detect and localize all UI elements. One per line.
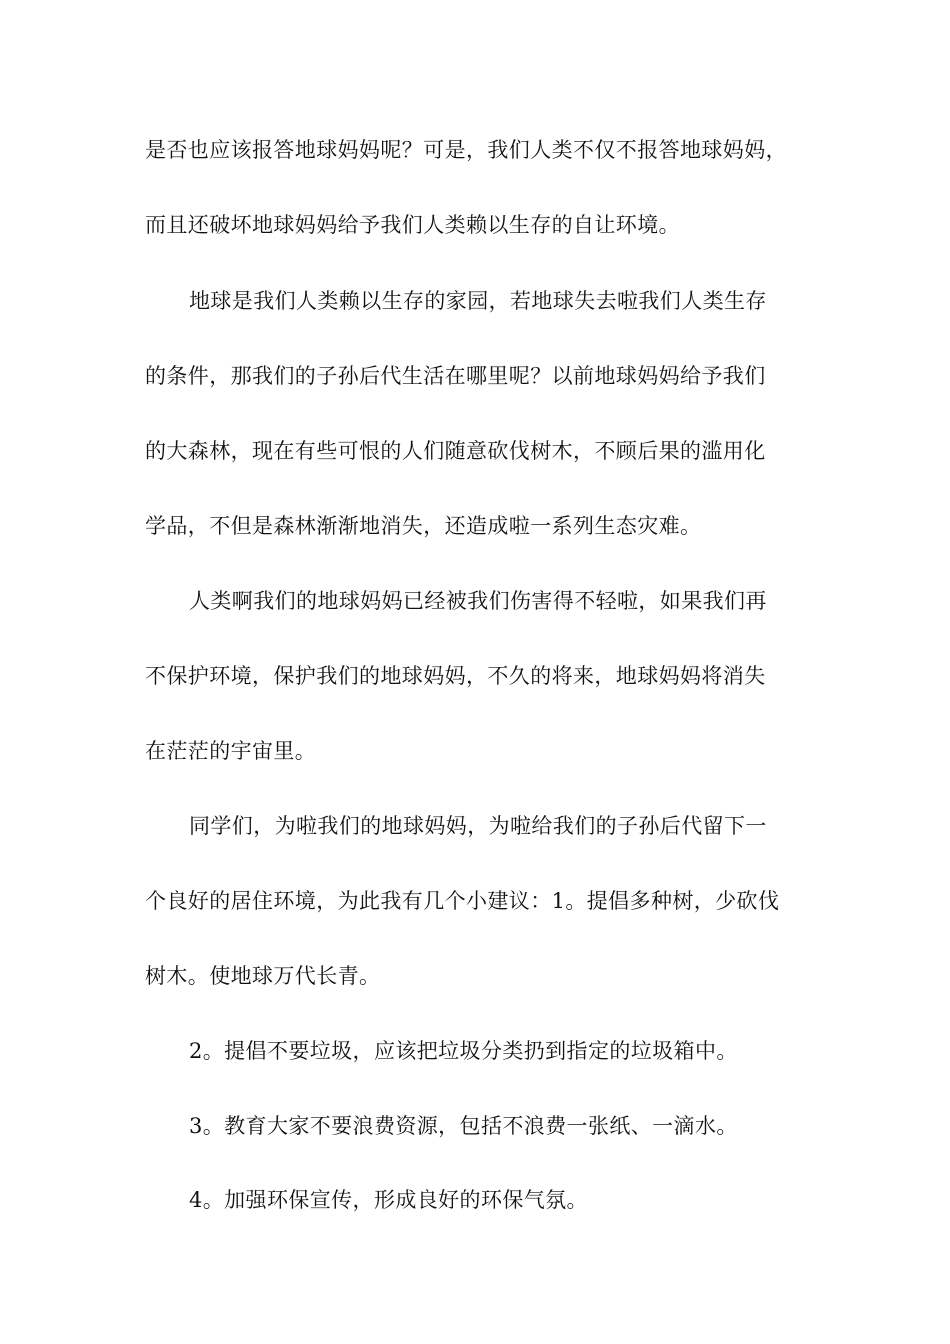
- paragraph-first-line: 人类啊我们的地球妈妈已经被我们伤害得不轻啦，如果我们再: [189, 589, 767, 613]
- text-line: 在茫茫的宇宙里。: [145, 739, 317, 763]
- text-line: 树木。使地球万代长青。: [145, 964, 381, 988]
- text-line: 不保护环境，保护我们的地球妈妈，不久的将来，地球妈妈将消失: [145, 664, 766, 688]
- paragraph-first-line: 地球是我们人类赖以生存的家园，若地球失去啦我们人类生存: [189, 289, 767, 313]
- text-line: 是否也应该报答地球妈妈呢？可是，我们人类不仅不报答地球妈妈，: [145, 138, 787, 162]
- text-line: 学品，不但是森林渐渐地消失，还造成啦一系列生态灾难。: [145, 514, 702, 538]
- text-line: 的条件，那我们的子孙后代生活在哪里呢？以前地球妈妈给予我们: [145, 364, 766, 388]
- text-line: 的大森林，现在有些可恨的人们随意砍伐树木，不顾后果的滥用化: [145, 439, 766, 463]
- text-line: 而且还破坏地球妈妈给予我们人类赖以生存的自让环境。: [145, 213, 680, 237]
- list-item-2: 2。提倡不要垃圾，应该把垃圾分类扔到指定的垃圾箱中。: [189, 1039, 738, 1063]
- list-item-4: 4。加强环保宣传，形成良好的环保气氛。: [189, 1188, 588, 1212]
- list-item-3: 3。教育大家不要浪费资源，包括不浪费一张纸、一滴水。: [189, 1114, 738, 1138]
- text-line: 个良好的居住环境，为此我有几个小建议：1。提倡多种树，少砍伐: [145, 889, 780, 913]
- paragraph-first-line: 同学们，为啦我们的地球妈妈，为啦给我们的子孙后代留下一: [189, 814, 767, 838]
